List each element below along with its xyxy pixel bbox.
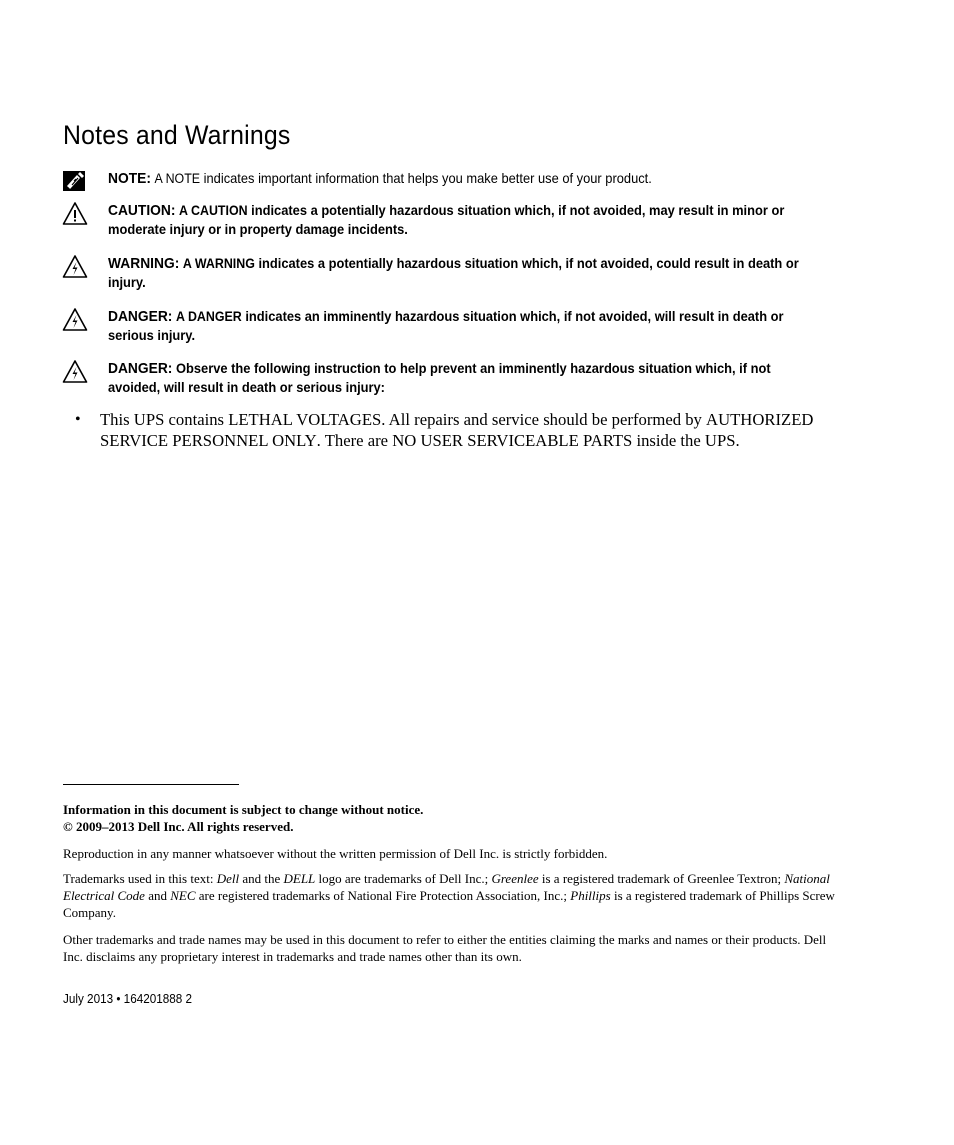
caution-label: CAUTION: <box>108 202 176 219</box>
page-title: Notes and Warnings <box>63 120 291 150</box>
caution-text <box>108 201 807 239</box>
other-trademarks-notice: Other trademarks and trade names may be used in this document to refer to either the entities claiming the marks and names or their products. Dell Inc. disclaims any proprietary interest in trademarks and trade names other than its own. <box>63 932 827 964</box>
document-footer: July 2013 • 164201888 2 <box>63 991 193 1006</box>
danger-label-1: DANGER: <box>108 308 173 325</box>
caution-body: indicates a potentially hazardous situation which, if not avoided, may result in minor or moderate injury or in property damage incidents. <box>108 202 785 237</box>
change-notice: Information in this document is subject to change without notice. <box>63 802 424 817</box>
bullet-text-part: . There are <box>316 431 393 450</box>
trademarks-notice <box>63 870 858 921</box>
authorized-personnel-emphasis: AUTHORIZED SERVICE PERSONNEL ONLY <box>100 410 814 450</box>
reproduction-notice: Reproduction in any manner whatsoever without the written permission of Dell Inc. is strictly forbidden. <box>63 846 608 861</box>
note-body: indicates important information that helps you make better use of your product. <box>200 170 652 186</box>
tm-text: Trademarks used in this text: <box>63 871 217 886</box>
tm-dell-logo: DELL <box>283 871 316 886</box>
tm-text: is a registered trademark of Phillips Screw Company. <box>63 888 835 920</box>
tm-text: and the <box>239 871 284 886</box>
warning-lightning-icon <box>62 254 88 280</box>
danger-body-2: Observe the following instruction to help prevent an imminently hazardous situation which, if not avoided, will result in death or serious injury: <box>108 360 771 395</box>
warning-lead: A WARNING <box>182 256 255 271</box>
caution-exclamation-icon <box>62 201 88 227</box>
bullet-text-part: . All repairs and service should be performed by <box>381 410 707 429</box>
copyright-notice: © 2009–2013 Dell Inc. All rights reserved. <box>63 819 294 834</box>
danger-label-2: DANGER: <box>108 360 173 377</box>
danger-text-1 <box>108 307 807 345</box>
tm-dell: Dell <box>216 871 240 886</box>
lethal-voltages-emphasis: LETHAL VOLTAGES <box>228 410 382 429</box>
note-pencil-icon <box>62 169 88 195</box>
danger-body-1: indicates an imminently hazardous situation which, if not avoided, will result in death or serious injury. <box>108 308 784 343</box>
danger-lightning-icon <box>62 359 88 385</box>
danger-lead-1: A DANGER <box>175 309 242 324</box>
caution-lead: A CAUTION <box>179 203 248 218</box>
danger-text-2 <box>108 359 807 397</box>
tm-nec: NEC <box>170 888 196 903</box>
note-label: NOTE: <box>108 170 151 187</box>
tm-greenlee: Greenlee <box>491 871 539 886</box>
tm-text: is a registered trademark of Greenlee Textron; <box>538 871 785 886</box>
tm-text: logo are trademarks of Dell Inc.; <box>315 871 492 886</box>
bullet-text-part: inside the UPS. <box>632 431 740 450</box>
tm-text: are registered trademarks of National Fire Protection Association, Inc.; <box>195 888 571 903</box>
warning-text <box>108 254 807 292</box>
tm-phillips: Phillips <box>570 888 611 903</box>
warning-label: WARNING: <box>108 255 180 272</box>
note-text <box>108 169 807 188</box>
bullet-marker: • <box>75 411 81 428</box>
bullet-text <box>100 409 845 451</box>
tm-nec-full: National Electrical Code <box>63 871 830 903</box>
warning-body: indicates a potentially hazardous situation which, if not avoided, could result in death or injury. <box>108 255 799 290</box>
tm-text: and <box>144 888 171 903</box>
bullet-text-part: This UPS contains <box>100 410 229 429</box>
danger-lightning-icon <box>62 307 88 333</box>
no-user-parts-emphasis: NO USER SERVICEABLE PARTS <box>392 431 633 450</box>
footnote-divider <box>63 784 239 785</box>
note-lead: A NOTE <box>154 171 201 186</box>
